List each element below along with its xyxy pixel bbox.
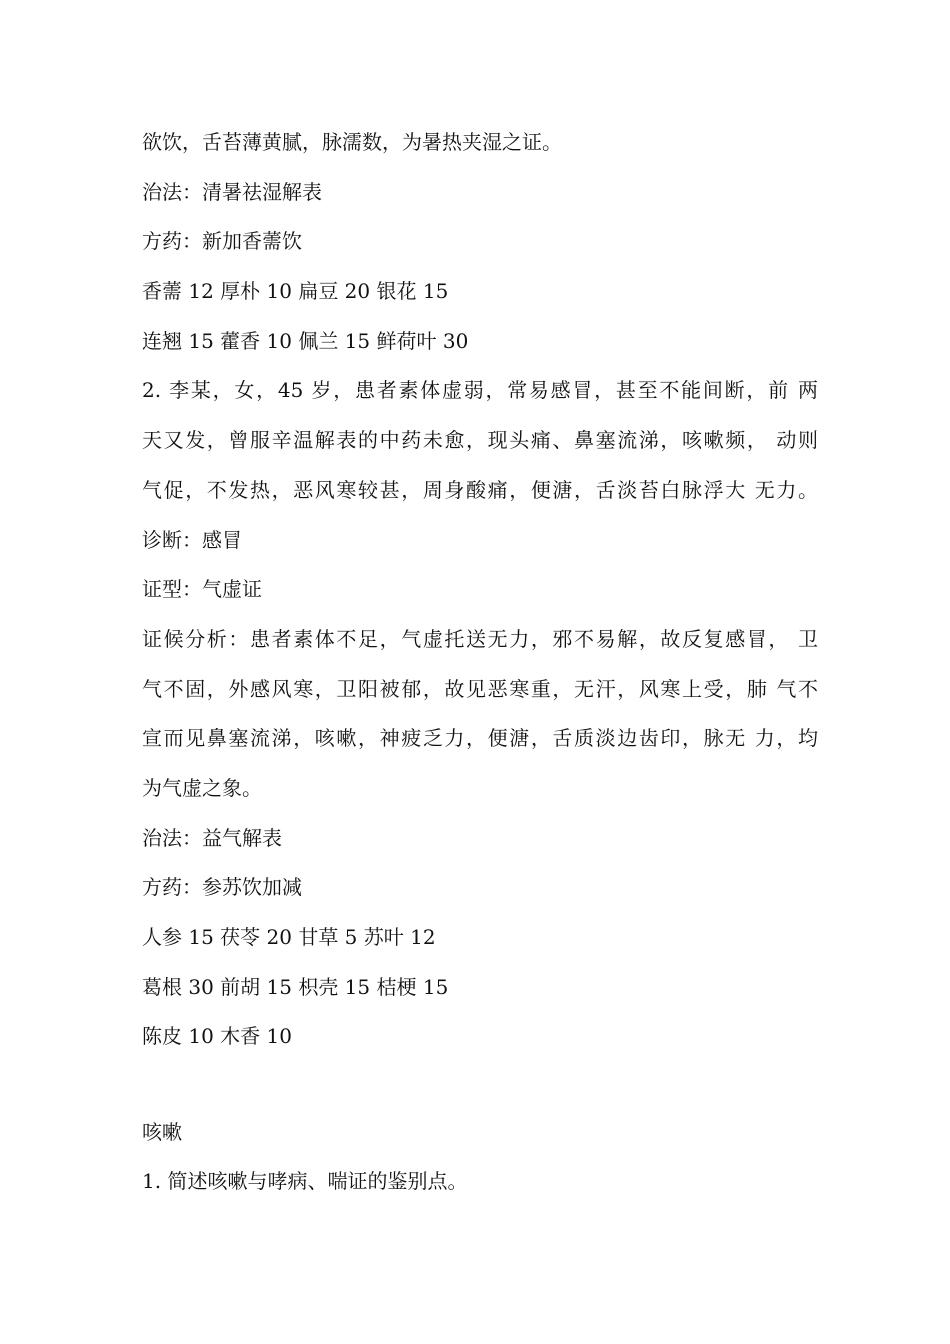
case2-herbs-line: 陈皮 10 木香 10 bbox=[142, 1024, 292, 1049]
document-page bbox=[142, 118, 818, 1206]
case2-analysis-line: 气不固，外感风寒，卫阳被郁，故见恶寒重，无汗，风寒上受，肺 气不 bbox=[142, 676, 818, 701]
case2-description-line: 气促，不发热，恶风寒较甚，周身酸痛，便溏，舌淡苔白脉浮大 无力。 bbox=[142, 477, 818, 502]
case2-description-line: 2. 李某，女，45 岁，患者素体虚弱，常易感冒，甚至不能间断，前 两 bbox=[142, 378, 818, 403]
case2-syndrome: 证型：气虚证 bbox=[142, 577, 262, 602]
case1-treatment: 治法：清暑祛湿解表 bbox=[142, 179, 322, 204]
case1-formula: 方药：新加香薷饮 bbox=[142, 229, 302, 254]
case2-analysis-line: 为气虚之象。 bbox=[142, 775, 262, 800]
cough-question-1: 1. 简述咳嗽与哮病、喘证的鉴别点。 bbox=[142, 1169, 468, 1194]
case2-herbs-line: 葛根 30 前胡 15 枳壳 15 桔梗 15 bbox=[142, 974, 449, 999]
case1-herbs-line: 连翘 15 藿香 10 佩兰 15 鲜荷叶 30 bbox=[142, 328, 469, 353]
case1-text-line: 欲饮，舌苔薄黄腻，脉濡数，为暑热夹湿之证。 bbox=[142, 130, 562, 154]
case2-formula: 方药：参苏饮加减 bbox=[142, 875, 302, 900]
section-title-cough: 咳嗽 bbox=[142, 1120, 182, 1145]
case2-analysis-line: 宣而见鼻塞流涕，咳嗽，神疲乏力，便溏，舌质淡边齿印，脉无 力，均 bbox=[142, 726, 818, 751]
case2-description-line: 天又发，曾服辛温解表的中药未愈，现头痛、鼻塞流涕，咳嗽频， 动则 bbox=[142, 428, 818, 453]
case2-treatment: 治法：益气解表 bbox=[142, 825, 282, 850]
case2-analysis-line: 证候分析：患者素体不足，气虚托送无力，邪不易解，故反复感冒， 卫 bbox=[142, 626, 818, 651]
case2-diagnosis: 诊断：感冒 bbox=[142, 527, 242, 552]
case2-herbs-line: 人参 15 茯苓 20 甘草 5 苏叶 12 bbox=[142, 925, 436, 949]
section-spacer bbox=[142, 1062, 818, 1108]
case1-herbs-line: 香薷 12 厚朴 10 扁豆 20 银花 15 bbox=[142, 279, 449, 304]
